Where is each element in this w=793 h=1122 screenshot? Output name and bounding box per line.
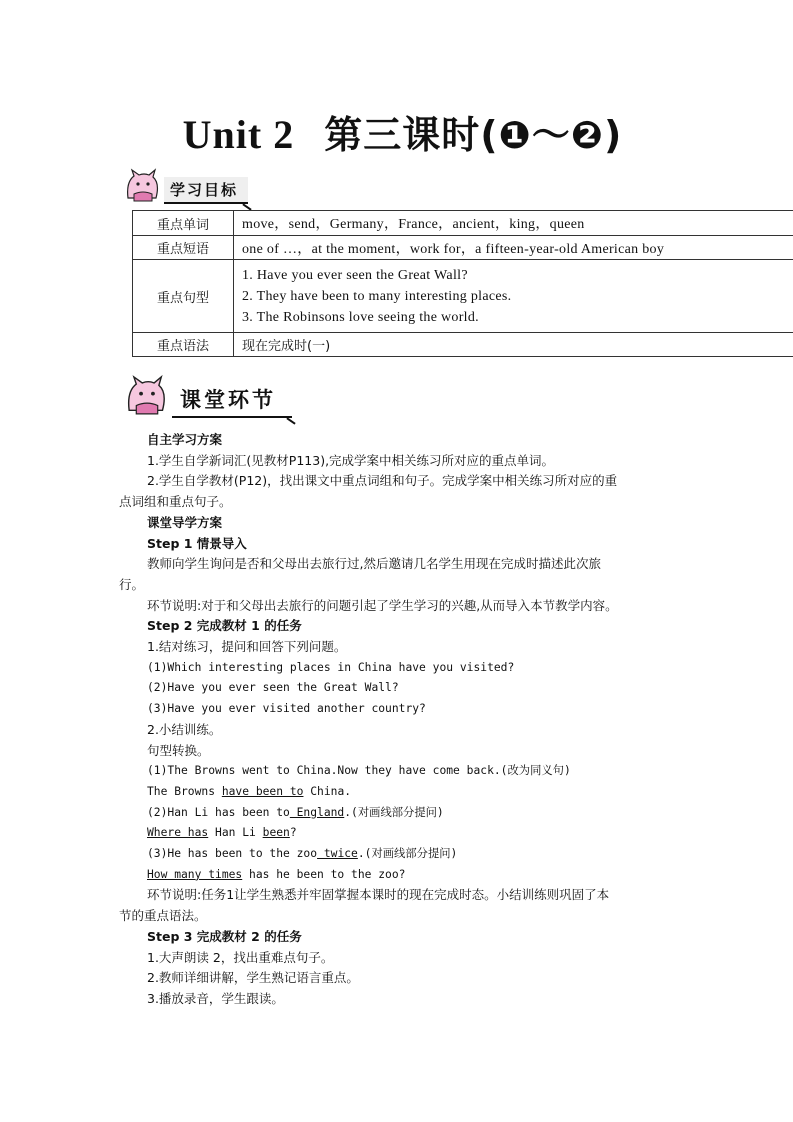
step-heading: Step 1 情景导入 xyxy=(147,535,247,551)
sentence-line: 2. They have been to many interesting places. xyxy=(242,288,512,304)
goals-badge-label: 学习目标 xyxy=(164,177,248,204)
answer-blank: Where has xyxy=(147,826,209,840)
lesson-content xyxy=(119,430,679,1010)
question: (1)Which interesting places in China have you visited? xyxy=(147,660,515,674)
underlined-part: England xyxy=(289,805,345,819)
paragraph: 2.教师详细讲解，学生熟记语言重点。 xyxy=(147,970,359,986)
question: (3)Have you ever visited another country? xyxy=(147,702,426,716)
table-row xyxy=(133,333,793,357)
fox-mascot-icon xyxy=(122,374,172,418)
goals-table xyxy=(132,210,793,357)
sentence-line: 3. The Robinsons love seeing the world. xyxy=(242,309,479,325)
table-row xyxy=(133,236,793,260)
table-row xyxy=(133,211,793,236)
step-heading: Step 2 完成教材 1 的任务 xyxy=(147,618,302,634)
goal-key: 重点句型 xyxy=(133,260,234,333)
answer: How many times has he been to the zoo? xyxy=(147,867,406,881)
page-title xyxy=(0,104,793,159)
paragraph: 节的重点语法。 xyxy=(119,908,207,924)
goals-badge xyxy=(122,168,248,204)
goal-value: move，send，Germany，France，ancient，king，queen xyxy=(234,211,793,236)
class-badge xyxy=(122,374,292,418)
paragraph: 1.学生自学新词汇(见教材P113),完成学案中相关练习所对应的重点单词。 xyxy=(147,452,555,468)
question: (2)Have you ever seen the Great Wall? xyxy=(147,681,399,695)
paragraph: 2.学生自学教材(P12)，找出课文中重点词组和句子。完成学案中相关练习所对应的重 xyxy=(147,473,618,489)
paragraph: 句型转换。 xyxy=(147,742,210,758)
unit-label: Unit 2 xyxy=(182,112,295,157)
goal-value: 现在完成时(一) xyxy=(234,333,793,357)
goal-key: 重点语法 xyxy=(133,333,234,357)
lesson-label: 第三课时(❶～❷) xyxy=(324,113,623,157)
underlined-part: twice xyxy=(317,847,358,861)
exercise: (1)The Browns went to China.Now they have come back.(改为同义句) xyxy=(147,764,571,778)
answer-blank: have been to xyxy=(221,784,304,798)
paragraph: 环节说明:对于和父母出去旅行的问题引起了学生学习的兴趣,从而导入本节教学内容。 xyxy=(147,597,618,613)
paragraph: 教师向学生询问是否和父母出去旅行过,然后邀请几名学生用现在完成时描述此次旅 xyxy=(147,556,601,572)
paragraph: 1.大声朗读 2，找出重难点句子。 xyxy=(147,949,334,965)
paragraph: 点词组和重点句子。 xyxy=(119,494,232,510)
answer-blank: How many times xyxy=(147,867,243,881)
goal-value xyxy=(234,260,793,333)
fox-mascot-icon xyxy=(122,168,164,204)
paragraph: 2.小结训练。 xyxy=(147,721,222,737)
table-row xyxy=(133,260,793,333)
section-heading: 自主学习方案 xyxy=(147,432,223,447)
goal-value: one of …，at the moment，work for，a fifteen-year-old American boy xyxy=(234,236,793,260)
paragraph: 1.结对练习，提问和回答下列问题。 xyxy=(147,639,347,655)
answer: The Browns have been to China. xyxy=(147,784,352,798)
paragraph: 环节说明:任务1让学生熟悉并牢固掌握本课时的现在完成时态。小结训练则巩固了本 xyxy=(147,887,610,903)
step-heading: Step 3 完成教材 2 的任务 xyxy=(147,928,302,944)
section-heading: 课堂导学方案 xyxy=(147,514,223,530)
paragraph: 行。 xyxy=(119,576,145,592)
paragraph: 3.播放录音，学生跟读。 xyxy=(147,990,284,1006)
exercise: (2)Han Li has been to England.(对画线部分提问) xyxy=(147,805,444,819)
class-badge-label: 课堂环节 xyxy=(172,382,292,418)
goal-key: 重点单词 xyxy=(133,211,234,236)
answer: Where has Han Li been? xyxy=(147,826,297,840)
answer-blank: been xyxy=(262,826,290,840)
exercise: (3)He has been to the zoo twice.(对画线部分提问) xyxy=(147,847,458,861)
sentence-line: 1. Have you ever seen the Great Wall? xyxy=(242,267,468,283)
goal-key: 重点短语 xyxy=(133,236,234,260)
